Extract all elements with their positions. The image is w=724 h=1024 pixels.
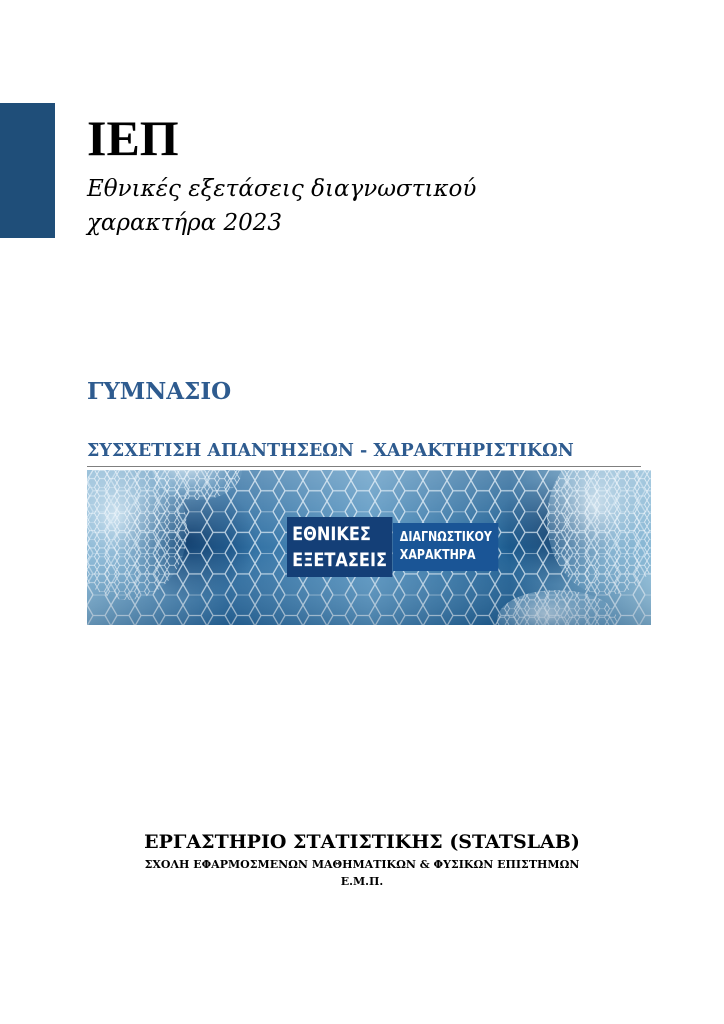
title-underline (87, 466, 641, 467)
report-title: ΣΥΣΧΕΤΙΣΗ ΑΠΑΝΤΗΣΕΩΝ - ΧΑΡΑΚΤΗΡΙΣΤΙΚΩΝ (87, 441, 574, 461)
publisher-footer (0, 828, 724, 890)
logo-national-exams (287, 517, 392, 577)
document-subtitle (87, 172, 587, 240)
school-name: ΣΧΟΛΗ ΕΦΑΡΜΟΣΜΕΝΩΝ ΜΑΘΗΜΑΤΙΚΩΝ & ΦΥΣΙΚΩΝ ΕΠΙΣΤΗΜΩΝ (144, 858, 580, 871)
side-accent-bar (0, 103, 55, 238)
subtitle-line-1: Εθνικές εξετάσεις διαγνωστικού (87, 176, 477, 202)
logo-right-line-2: ΧΑΡΑΚΤΗΡΑ (399, 548, 476, 563)
exams-banner (87, 470, 651, 625)
lab-name: ΕΡΓΑΣΤΗΡΙΟ ΣΤΑΤΙΣΤΙΚΗΣ (STATSLAB) (144, 831, 580, 853)
school-level-heading: ΓΥΜΝΑΣΙΟ (87, 378, 232, 405)
university-name: Ε.Μ.Π. (340, 875, 384, 888)
logo-left-line-2: ΕΞΕΤΑΣΕΙΣ (292, 549, 387, 571)
logo-left-line-1: ΕΘΝΙΚΕΣ (292, 523, 371, 545)
logo-diagnostic-character (393, 523, 499, 571)
subtitle-line-2: χαρακτήρα 2023 (87, 210, 283, 236)
exams-logo (287, 517, 517, 577)
document-title: ΙΕΠ (87, 110, 179, 166)
logo-right-line-1: ΔΙΑΓΝΩΣΤΙΚΟΥ (399, 530, 492, 545)
